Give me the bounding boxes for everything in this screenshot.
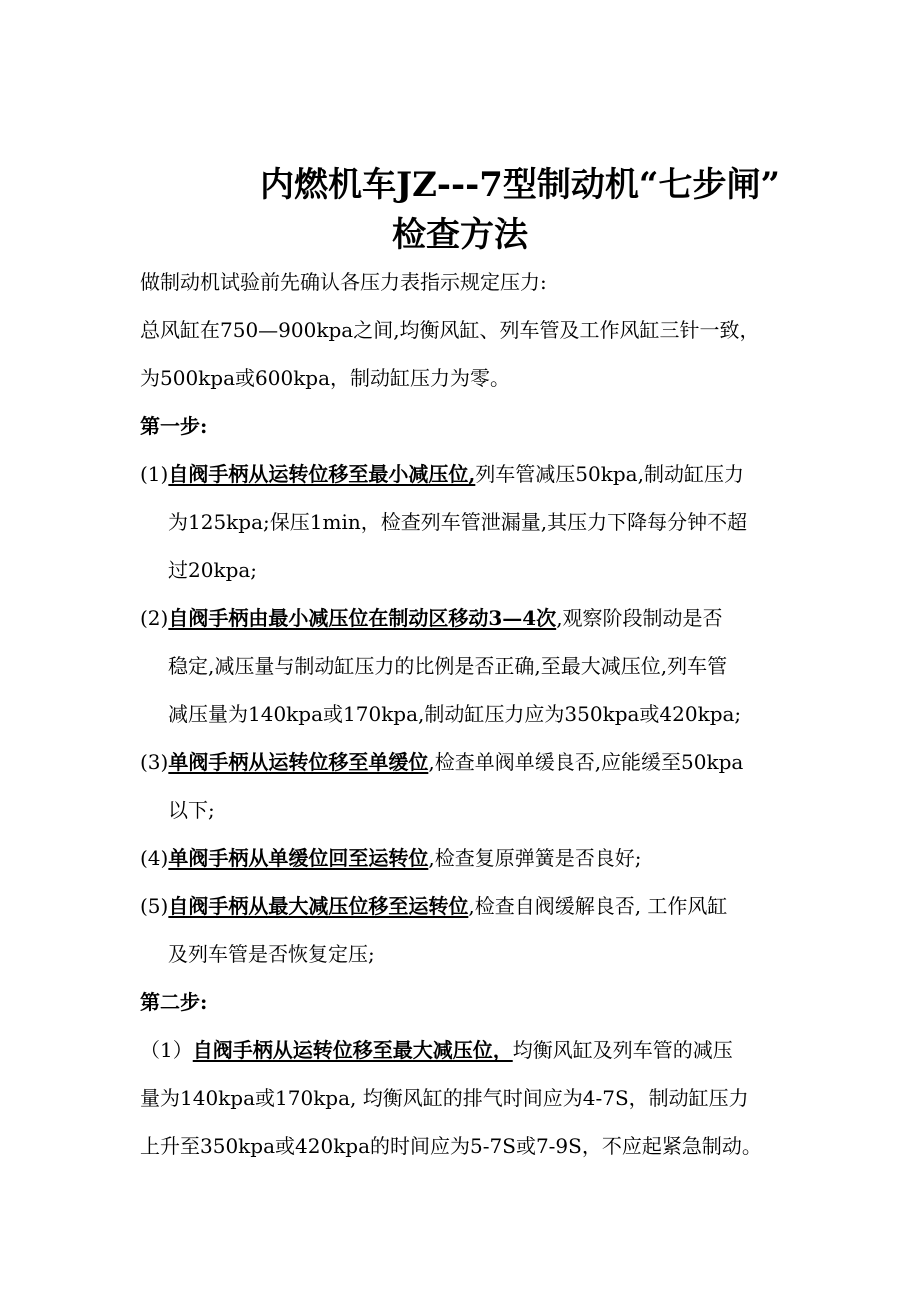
step1-item-2 <box>140 604 723 632</box>
item-number: (3) <box>140 750 169 774</box>
item-number: (1) <box>140 462 169 486</box>
document-title-line1: 内燃机车JZ---7型制动机“七步闸” <box>259 165 780 205</box>
item-number: (2) <box>140 606 169 630</box>
step1-item-5-cont-1: 及列车管是否恢复定压; <box>168 942 375 966</box>
item-emphasis: 单阀手柄从运转位移至单缓位 <box>168 750 429 774</box>
item-text: ,观察阶段制动是否 <box>556 606 723 630</box>
step2-item-1 <box>140 1036 733 1064</box>
item-number: (4) <box>140 846 169 870</box>
item-text: 均衡风缸及列车管的减压 <box>512 1038 733 1062</box>
item-text: ,检查单阀单缓良否,应能缓至50kpa <box>428 750 744 774</box>
step1-item-3 <box>140 748 743 776</box>
step2-item-1-cont-2: 上升至350kpa或420kpa的时间应为5-7S或7-9S，不应起紧急制动。 <box>140 1134 762 1158</box>
step2-item-1-cont-1: 量为140kpa或170kpa, 均衡风缸的排气时间应为4-7S，制动缸压力 <box>140 1086 749 1110</box>
step1-item-4 <box>140 844 641 872</box>
item-emphasis: 自阀手柄从运转位移至最大减压位， <box>192 1038 513 1062</box>
step2-heading: 第二步: <box>140 990 208 1014</box>
document-title-line2: 检查方法 <box>392 215 528 255</box>
step1-item-2-cont-2: 减压量为140kpa或170kpa,制动缸压力应为350kpa或420kpa; <box>168 702 742 726</box>
step1-item-3-cont-1: 以下; <box>168 798 215 822</box>
item-text: ,检查自阀缓解良否, 工作风缸 <box>468 894 728 918</box>
intro-line-1: 做制动机试验前先确认各压力表指示规定压力: <box>140 270 547 294</box>
intro-line-2: 总风缸在750—900kpa之间,均衡风缸、列车管及工作风缸三针一致， <box>140 318 760 342</box>
item-text: 列车管减压50kpa,制动缸压力 <box>475 462 744 486</box>
item-emphasis: 自阀手柄由最小减压位在制动区移动3—4次 <box>168 606 557 630</box>
step1-item-1 <box>140 460 744 488</box>
item-number: (5) <box>140 894 169 918</box>
item-emphasis: 单阀手柄从单缓位回至运转位 <box>168 846 429 870</box>
step1-heading: 第一步: <box>140 414 208 438</box>
step1-item-2-cont-1: 稳定,减压量与制动缸压力的比例是否正确,至最大减压位,列车管 <box>168 654 728 678</box>
item-number: （1） <box>140 1038 193 1062</box>
intro-line-3: 为500kpa或600kpa，制动缸压力为零。 <box>140 366 511 390</box>
item-emphasis: 自阀手柄从运转位移至最小减压位, <box>168 462 476 486</box>
item-text: ,检查复原弹簧是否良好; <box>428 846 642 870</box>
step1-item-5 <box>140 892 727 920</box>
item-emphasis: 自阀手柄从最大减压位移至运转位 <box>168 894 469 918</box>
step1-item-1-cont-1: 为125kpa;保压1min，检查列车管泄漏量,其压力下降每分钟不超 <box>168 510 748 534</box>
step1-item-1-cont-2: 过20kpa; <box>168 558 258 582</box>
